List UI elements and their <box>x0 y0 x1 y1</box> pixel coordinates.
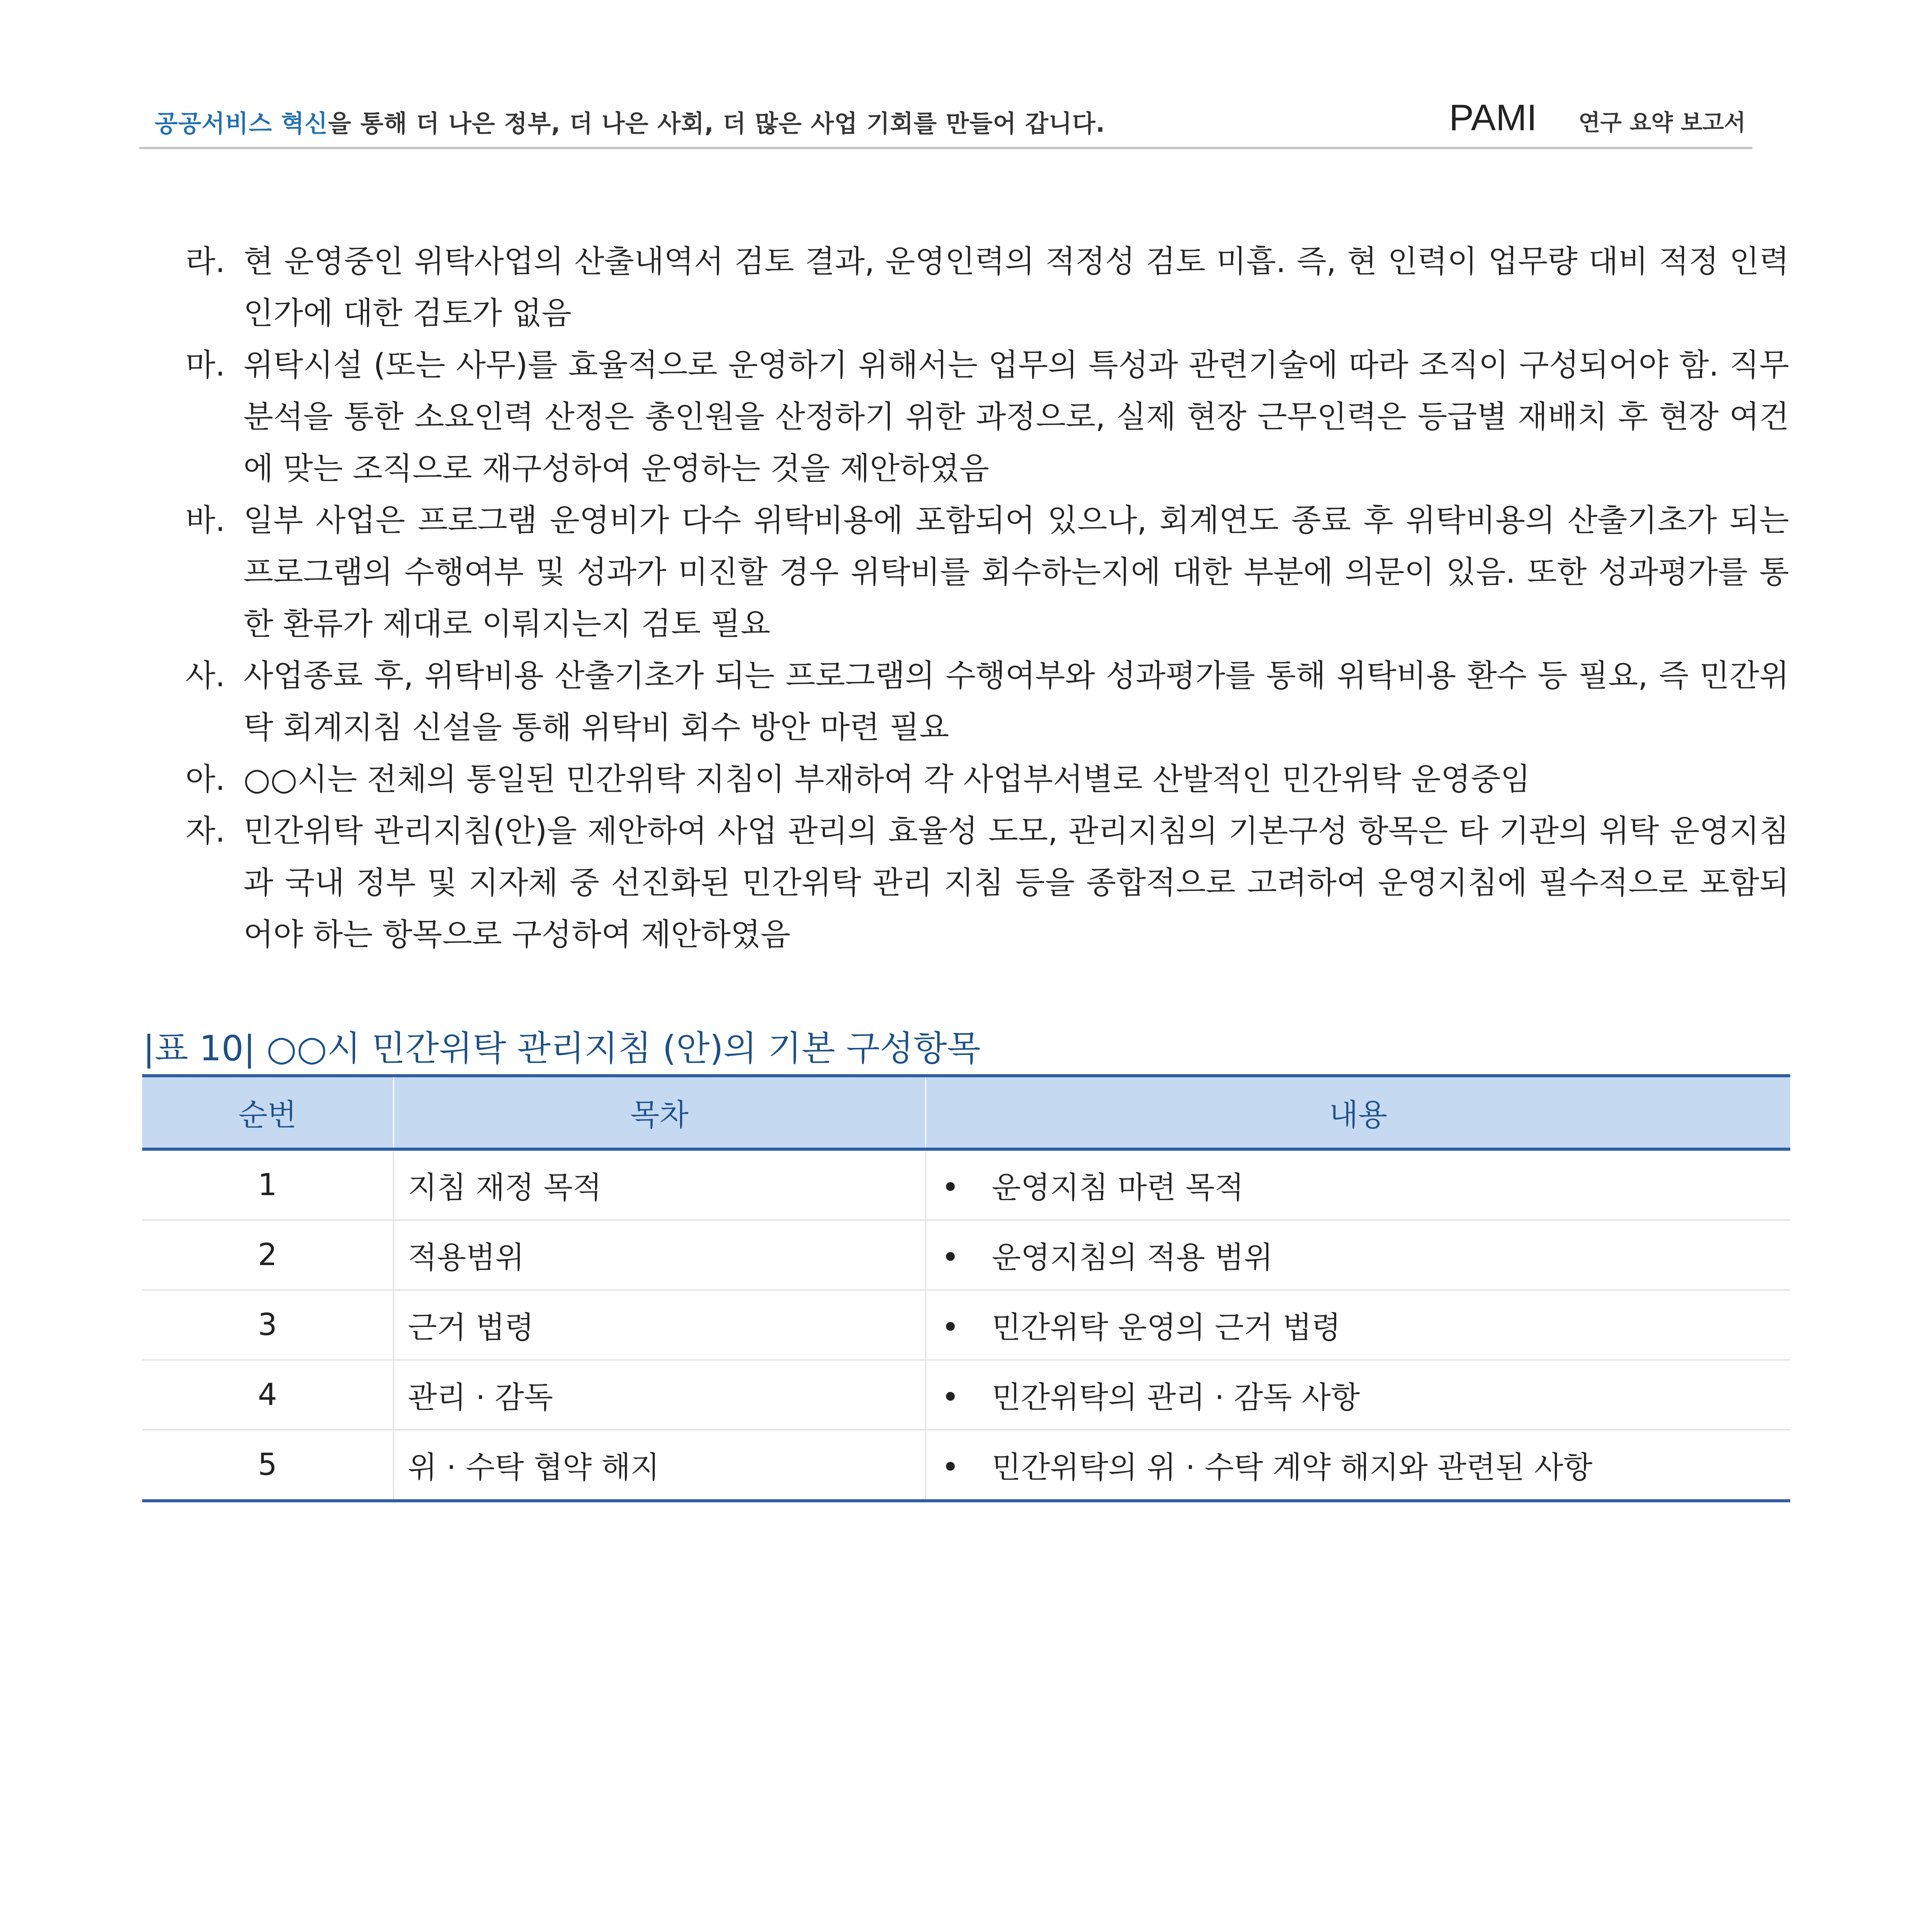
bullet: • <box>941 1170 959 1205</box>
list-item <box>185 805 1789 961</box>
list-text: 위탁시설 (또는 사무)를 효율적으로 운영하기 위해서는 업무의 특성과 관련기술에 따라 조직이 구성되어야 함. 직무분석을 통한 소요인력 산정은 총인원을 산정하기 위한 과정으로, 실제 현장 근무인력은 등급별 재배치 후 현장 여건에 맞는 조직으로 재구성하여 운영하는 것을 제안하였음 <box>243 347 1789 486</box>
table-row <box>142 1149 1790 1220</box>
list-marker: 라. <box>185 243 225 279</box>
findings-list <box>185 236 1789 961</box>
list-text: 민간위탁 관리지침(안)을 제안하여 사업 관리의 효율성 도모, 관리지침의 기본구성 항목은 타 기관의 위탁 운영지침과 국내 정부 및 지자체 중 선진화된 민간위탁 관리 지침 등을 종합적으로 고려하여 운영지침에 필수적으로 포함되어야 하는 항목으로 구성하여 제안하였음 <box>243 813 1789 952</box>
cell-no: 5 <box>142 1430 393 1501</box>
list-item <box>185 236 1789 339</box>
guideline-table <box>142 1074 1790 1502</box>
header-tagline <box>155 104 1105 139</box>
list-text: ○○시는 전체의 통일된 민간위탁 지침이 부재하여 각 사업부서별로 산발적인 민간위탁 운영중임 <box>243 761 1531 797</box>
list-text: 사업종료 후, 위탁비용 산출기초가 되는 프로그램의 수행여부와 성과평가를 통해 위탁비용 환수 등 필요, 즉 민간위탁 회계지침 신설을 통해 위탁비 회수 방안 마련 필요 <box>243 658 1789 745</box>
tagline-rest: 을 통해 더 나은 정부, 더 나은 사회, 더 많은 사업 기회를 만들어 갑니다. <box>328 109 1106 138</box>
bullet: • <box>941 1240 959 1275</box>
cell-content <box>925 1290 1790 1360</box>
cell-no: 3 <box>142 1290 393 1360</box>
bullet: • <box>941 1380 959 1415</box>
list-marker: 자. <box>185 813 225 849</box>
list-item <box>185 495 1789 650</box>
cell-content <box>925 1220 1790 1290</box>
cell-content-text: 민간위탁 운영의 근거 법령 <box>992 1310 1341 1345</box>
list-marker: 바. <box>185 502 225 538</box>
cell-title: 관리 · 감독 <box>393 1360 925 1430</box>
table-row <box>142 1430 1790 1501</box>
cell-content <box>925 1360 1790 1430</box>
cell-no: 1 <box>142 1149 393 1220</box>
header-no: 순번 <box>142 1076 393 1149</box>
cell-content <box>925 1430 1790 1501</box>
table-row <box>142 1360 1790 1430</box>
bullet: • <box>941 1310 959 1345</box>
list-item <box>185 339 1789 495</box>
cell-title: 지침 재정 목적 <box>393 1149 925 1220</box>
header-content: 내용 <box>925 1076 1790 1149</box>
list-marker: 마. <box>185 347 225 383</box>
tagline-highlight: 공공서비스 혁신 <box>155 109 328 138</box>
list-marker: 아. <box>185 761 225 797</box>
cell-content-text: 운영지침의 적용 범위 <box>992 1240 1273 1275</box>
cell-title: 위 · 수탁 협약 해지 <box>393 1430 925 1501</box>
cell-content-text: 민간위탁의 위 · 수탁 계약 해지와 관련된 사항 <box>992 1450 1593 1485</box>
page-header <box>139 89 1752 149</box>
table-row <box>142 1290 1790 1360</box>
brand-name: PAMI <box>1449 97 1537 138</box>
cell-content-text: 운영지침 마련 목적 <box>992 1170 1244 1205</box>
table-title: |표 10| ○○시 민간위탁 관리지침 (안)의 기본 구성항목 <box>143 1028 981 1069</box>
list-item <box>185 753 1789 805</box>
list-text: 현 운영중인 위탁사업의 산출내역서 검토 결과, 운영인력의 적정성 검토 미흡. 즉, 현 인력이 업무량 대비 적정 인력인가에 대한 검토가 없음 <box>243 243 1789 331</box>
header-title: 목차 <box>393 1076 925 1149</box>
cell-title: 적용범위 <box>393 1220 925 1290</box>
cell-content <box>925 1149 1790 1220</box>
bullet: • <box>941 1450 959 1485</box>
list-text: 일부 사업은 프로그램 운영비가 다수 위탁비용에 포함되어 있으나, 회계연도 종료 후 위탁비용의 산출기초가 되는 프로그램의 수행여부 및 성과가 미진할 경우 위탁비를 회수하는지에 대한 부분에 의문이 있음. 또한 성과평가를 통한 환류가 제대로 이뤄지는지 검토 필요 <box>243 502 1789 642</box>
list-item <box>185 650 1789 753</box>
cell-content-text: 민간위탁의 관리 · 감독 사항 <box>992 1380 1360 1415</box>
table-header-row <box>142 1076 1790 1149</box>
document-type: 연구 요약 보고서 <box>1579 109 1746 136</box>
cell-title: 근거 법령 <box>393 1290 925 1360</box>
list-marker: 사. <box>185 658 225 694</box>
cell-no: 2 <box>142 1220 393 1290</box>
table-row <box>142 1220 1790 1290</box>
cell-no: 4 <box>142 1360 393 1430</box>
